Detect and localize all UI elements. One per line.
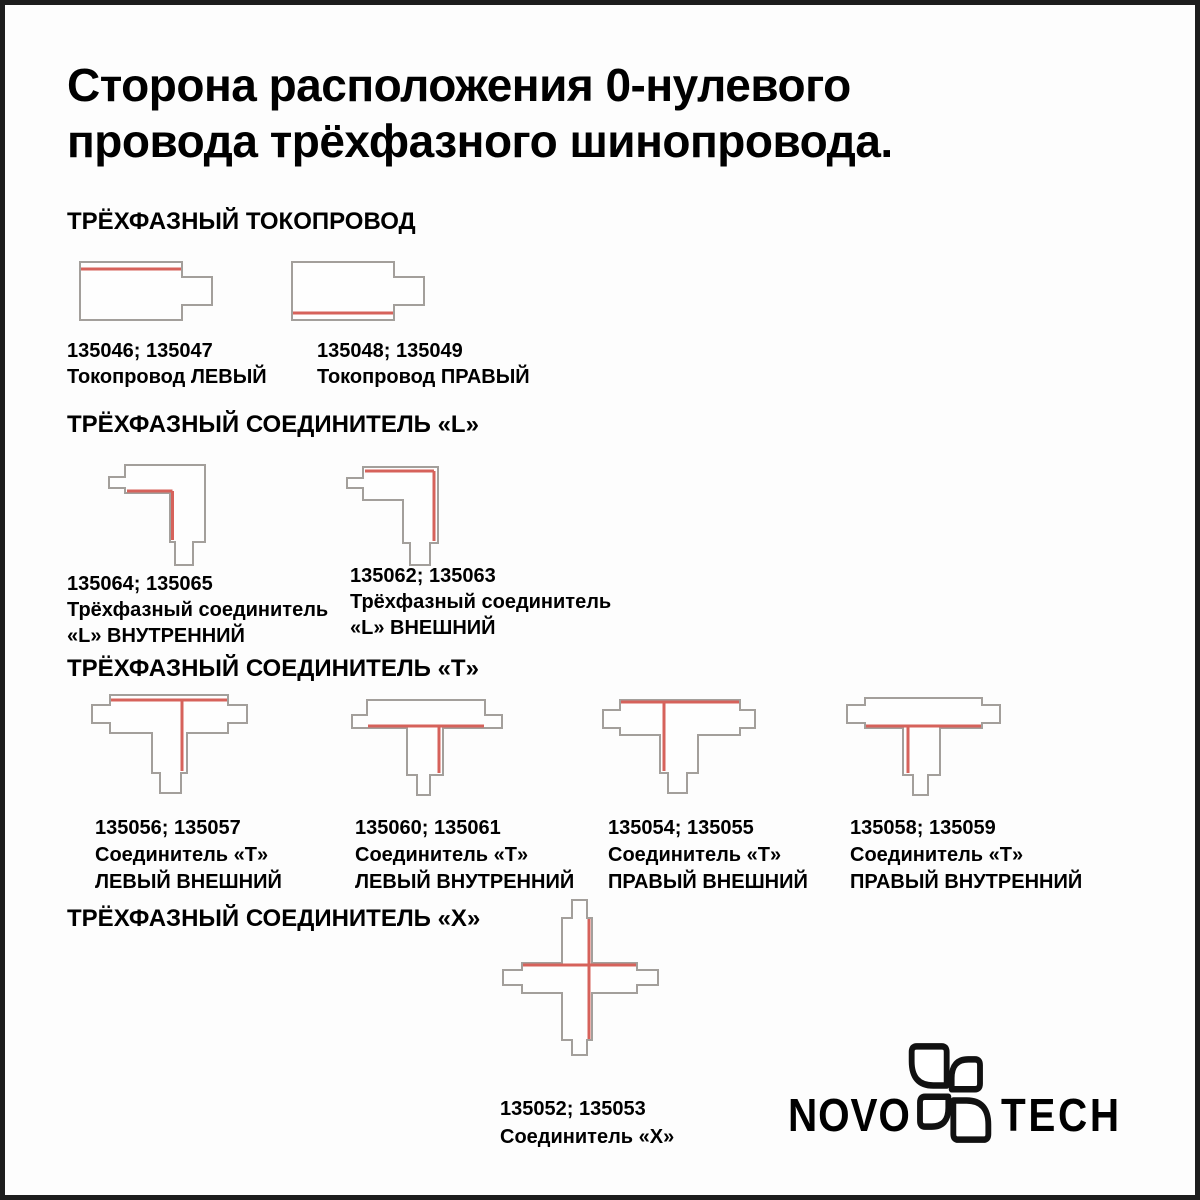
novotech-flower-icon — [900, 1037, 1000, 1149]
item-codes: 135060; 135061 — [355, 817, 501, 839]
item-codes: 135064; 135065 — [67, 573, 213, 595]
item-label — [608, 815, 808, 896]
diagram-feed-right — [289, 257, 429, 327]
item-codes: 135046; 135047 — [67, 340, 213, 362]
diagram-t-left-outer — [80, 685, 250, 800]
item-variant: ЛЕВЫЙ ВНЕШНИЙ — [95, 871, 282, 893]
diagram-l-inner — [100, 460, 215, 572]
item-codes: 135052; 135053 — [500, 1098, 646, 1120]
item-name: Токопровод ПРАВЫЙ — [317, 366, 530, 388]
item-label — [67, 338, 267, 390]
section-heading-l: ТРЁХФАЗНЫЙ СОЕДИНИТЕЛЬ «L» — [67, 411, 479, 438]
diagram-t-left-inner — [345, 685, 515, 800]
diagram-t-right-inner — [845, 685, 1015, 800]
item-codes: 135048; 135049 — [317, 340, 463, 362]
item-name: Соединитель «Т» — [850, 844, 1024, 866]
item-label — [67, 571, 328, 649]
item-name: Соединитель «Х» — [500, 1126, 675, 1148]
logo-text-novo: NOVO — [788, 1089, 911, 1141]
item-name: Трёхфазный соединитель — [67, 599, 329, 621]
item-variant: «L» ВНЕШНИЙ — [350, 617, 496, 639]
item-variant: ЛЕВЫЙ ВНУТРЕННИЙ — [355, 871, 575, 893]
item-name: Трёхфазный соединитель — [350, 591, 612, 613]
item-variant: «L» ВНУТРЕННИЙ — [67, 625, 245, 647]
section-heading-x: ТРЁХФАЗНЫЙ СОЕДИНИТЕЛЬ «Х» — [67, 905, 481, 932]
item-variant: ПРАВЫЙ ВНУТРЕННИЙ — [850, 871, 1083, 893]
item-variant: ПРАВЫЙ ВНЕШНИЙ — [608, 871, 808, 893]
item-codes: 135056; 135057 — [95, 817, 241, 839]
item-label — [350, 563, 611, 641]
item-label — [355, 815, 574, 896]
item-name: Соединитель «Т» — [355, 844, 529, 866]
diagram-x-connector — [495, 895, 665, 1060]
diagram-feed-left — [77, 257, 217, 327]
page-title — [67, 57, 893, 169]
novotech-logo — [788, 1035, 1158, 1155]
item-codes: 135058; 135059 — [850, 817, 996, 839]
diagram-t-right-outer — [595, 685, 765, 800]
logo-text-tech: TECH — [1001, 1089, 1122, 1141]
item-label — [317, 338, 530, 390]
item-label — [95, 815, 282, 896]
item-name: Соединитель «Т» — [608, 844, 782, 866]
item-name: Соединитель «Т» — [95, 844, 269, 866]
item-label — [850, 815, 1082, 896]
section-heading-t: ТРЁХФАЗНЫЙ СОЕДИНИТЕЛЬ «Т» — [67, 655, 479, 682]
diagram-l-outer — [335, 455, 450, 570]
page-title-line1: Сторона расположения 0-нулевого — [67, 59, 851, 111]
item-codes: 135054; 135055 — [608, 817, 754, 839]
item-codes: 135062; 135063 — [350, 565, 496, 587]
item-label — [500, 1095, 674, 1151]
item-name: Токопровод ЛЕВЫЙ — [67, 366, 267, 388]
page-title-line2: провода трёхфазного шинопровода. — [67, 115, 893, 167]
section-heading-feed: ТРЁХФАЗНЫЙ ТОКОПРОВОД — [67, 208, 416, 235]
